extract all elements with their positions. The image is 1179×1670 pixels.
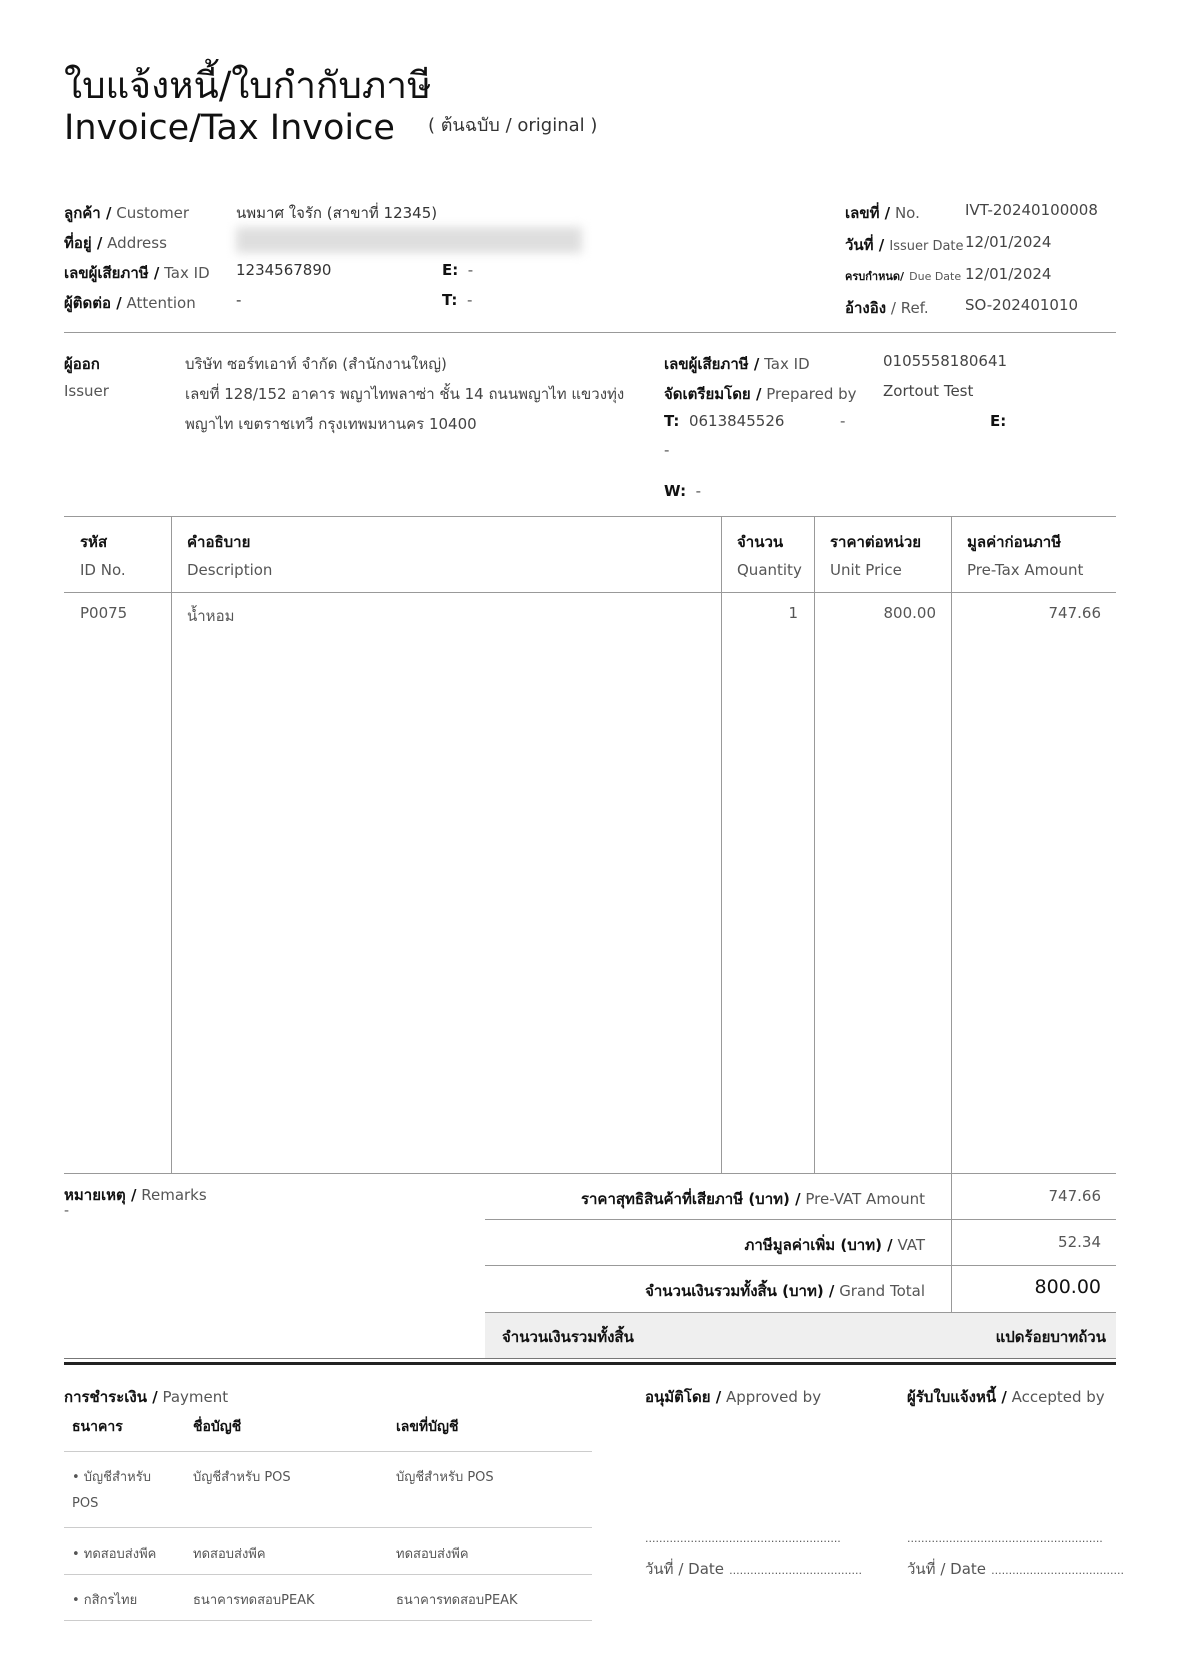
issuer-label-th: ผู้ออก	[64, 355, 100, 373]
grand-total-label: จำนวนเงินรวมทั้งสิ้น (บาท) / Grand Total	[645, 1282, 925, 1300]
row-amount: 747.66	[1048, 604, 1101, 622]
amount-in-words-bar	[485, 1312, 1116, 1359]
title-english: Invoice/Tax Invoice	[64, 108, 395, 148]
prevat-value: 747.66	[1048, 1187, 1101, 1205]
issuer-taxid-value: 0105558180641	[883, 352, 1008, 370]
address-label: ที่อยู่ / Address	[64, 234, 167, 252]
customer-taxid-value: 1234567890	[236, 261, 332, 279]
ref-value: SO-202401010	[965, 296, 1079, 314]
issue-date-label: วันที่ / Issuer Date	[845, 236, 964, 254]
amount-in-words-value: แปดร้อยบาทถ้วน	[995, 1328, 1106, 1346]
due-date-label: ครบกำหนด/ Due Date	[845, 270, 962, 283]
issuer-address-line1: เลขที่ 128/152 อาคาร พญาไทพลาซ่า ชั้น 14 ถนนพญาไท แขวงทุ่ง	[185, 385, 625, 403]
row-quantity: 1	[788, 604, 798, 622]
ref-label: อ้างอิง / Ref.	[845, 299, 929, 317]
col-divider	[171, 516, 172, 1173]
section-separator-thin	[64, 1358, 1116, 1359]
vat-label: ภาษีมูลค่าเพิ่ม (บาท) / VAT	[744, 1236, 925, 1254]
customer-value: นพมาศ ใจรัก (สาขาที่ 12345)	[236, 204, 438, 222]
row-id: P0075	[80, 604, 128, 622]
customer-taxid-label: เลขผู้เสียภาษี / Tax ID	[64, 264, 210, 282]
accepted-date: วันที่ / Date ......................................	[907, 1560, 1124, 1578]
customer-phone: T: -	[442, 291, 473, 309]
copy-type: ( ต้นฉบับ / original )	[428, 115, 598, 136]
divider	[64, 332, 1116, 333]
payment-header-account-no: เลขที่บัญชี	[396, 1419, 459, 1435]
issuer-dash-line: -	[664, 441, 670, 459]
doc-no-value: IVT-20240100008	[965, 201, 1098, 219]
remarks-label: หมายเหตุ / Remarks	[64, 1186, 207, 1204]
issuer-email-label: E:	[990, 412, 1007, 430]
section-separator-thick	[64, 1362, 1116, 1365]
issuer-phone-extra: -	[840, 412, 846, 430]
table-header-border	[64, 592, 1116, 593]
payment-divider	[64, 1620, 592, 1621]
customer-email: E: -	[442, 261, 474, 279]
accepted-signature-line: ........................................................	[907, 1532, 1103, 1545]
attention-value: -	[236, 291, 242, 309]
amount-in-words-label: จำนวนเงินรวมทั้งสิ้น	[502, 1328, 634, 1346]
row-unit-price: 800.00	[883, 604, 936, 622]
issuer-address-line2: พญาไท เขตราชเทวี กรุงเทพมหานคร 10400	[185, 415, 477, 433]
payment-divider	[64, 1574, 592, 1575]
accepted-by-label: ผู้รับใบแจ้งหนี้ / Accepted by	[907, 1388, 1105, 1406]
remarks-value: -	[64, 1203, 70, 1219]
address-value-redacted	[236, 227, 582, 253]
approved-by-label: อนุมัติโดย / Approved by	[645, 1388, 822, 1406]
customer-label: ลูกค้า / Customer	[64, 204, 190, 222]
issuer-phone: T: 0613845526	[664, 412, 785, 430]
attention-label: ผู้ติดต่อ / Attention	[64, 294, 196, 312]
totals-divider	[485, 1219, 1116, 1220]
grand-total-value: 800.00	[1034, 1276, 1101, 1298]
prepared-by-value: Zortout Test	[883, 382, 974, 400]
prevat-label: ราคาสุทธิสินค้าที่เสียภาษี (บาท) / Pre-VAT Amount	[580, 1190, 925, 1208]
row-description: น้ำหอม	[187, 607, 235, 625]
totals-col-divider	[951, 1173, 952, 1312]
issuer-label-en: Issuer	[64, 382, 109, 400]
approved-signature-line: ........................................................	[645, 1532, 841, 1545]
issuer-name: บริษัท ซอร์ทเอาท์ จำกัด (สำนักงานใหญ่)	[185, 355, 447, 373]
table-bottom-border	[64, 1173, 1116, 1174]
doc-no-label: เลขที่ / No.	[845, 204, 920, 222]
title-thai: ใบแจ้งหนี้/ใบกำกับภาษี	[64, 64, 432, 107]
approved-date: วันที่ / Date ......................................	[645, 1560, 862, 1578]
due-date-value: 12/01/2024	[965, 265, 1052, 283]
table-top-border	[64, 516, 1116, 517]
totals-divider	[485, 1265, 1116, 1266]
issue-date-value: 12/01/2024	[965, 233, 1052, 251]
payment-header-bank: ธนาคาร	[72, 1419, 123, 1435]
issuer-web: W: -	[664, 482, 702, 500]
payment-divider	[64, 1451, 592, 1452]
vat-value: 52.34	[1058, 1233, 1101, 1251]
payment-header-account-name: ชื่อบัญชี	[193, 1419, 242, 1435]
issuer-taxid-label: เลขผู้เสียภาษี / Tax ID	[664, 355, 810, 373]
payment-divider	[64, 1527, 592, 1528]
prepared-by-label: จัดเตรียมโดย / Prepared by	[664, 385, 857, 403]
payment-label: การชำระเงิน / Payment	[64, 1388, 229, 1406]
